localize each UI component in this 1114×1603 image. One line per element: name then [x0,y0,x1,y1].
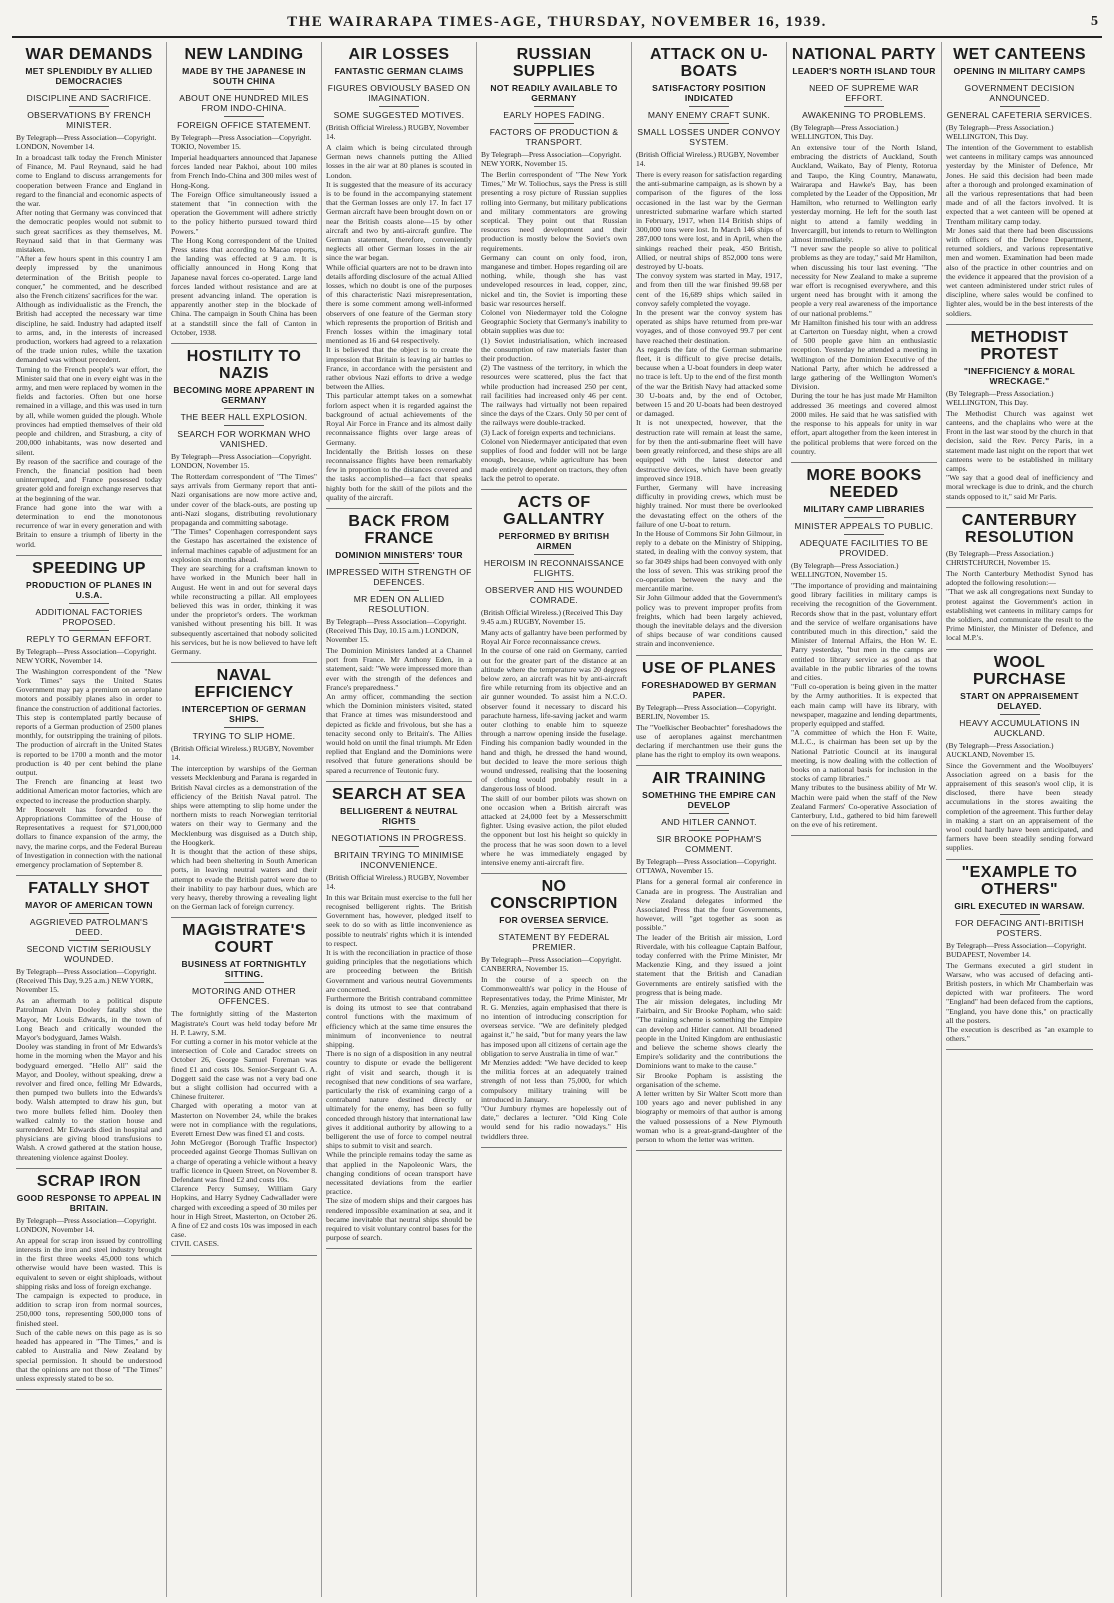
subheading: HEROISM IN RECONNAISSANCE FLIGHTS. [483,557,625,578]
subheading: FORESHADOWED BY GERMAN PAPER. [641,679,777,700]
dateline: (By Telegraph—Press Association.) CHRISTCHURCH, November 15. [946,548,1054,567]
column-6 [787,42,942,1597]
deck-rule [844,517,884,518]
deck-rule [689,106,729,107]
dateline: (By Telegraph—Press Association.) WELLINGTON, November 15. [791,560,899,579]
subheading: LEADER'S NORTH ISLAND TOUR [792,66,936,76]
subheading: MANY ENEMY CRAFT SUNK. [647,110,771,120]
paragraph: Mr Roosevelt has forwarded to the Appropriations Committee of the House of Representatives a request for $71,000,000 dollars to finance expansion of the army, the navy, the marine corps, and the Federal Bureau of Investigation in connection with the national emergency proclamation of September 8. [16,804,162,869]
subheading: FOREIGN OFFICE STATEMENT. [177,120,311,130]
article [636,770,782,1144]
paragraph: John McGregor (Borough Traffic Inspector) proceeded against George Thomas Sullivan on a charge of operating a vehicle without a heavy traffic licence in Queen Street, on November 8. Defendant was fined £2 and costs 10s. [171,1138,317,1185]
paragraph: Since the Government and the Woolbuyers' Association agreed on a basis for the appraisement of this season's wool clip, it is disclosed, there have been steady accumulations in the stores awaiting the completion of the agreement. This further delay in making a start on an appraisement of the wool could hardly have been anticipated, and farmers have been steadily sending forward supplies. [946,760,1093,853]
subheading: IMPRESSED WITH STRENGTH OF DEFENCES. [326,566,472,587]
paragraph: Colonel von Niedermayer told the Cologne Geographic Society that Germany's inability to obtain supplies was due to: [481,308,627,336]
dateline: By Telegraph—Press Association—Copyright. NEW YORK, November 15. [481,150,622,168]
subheading: ADDITIONAL FACTORIES PROPOSED. [35,606,143,627]
subheading: MINISTER APPEALS TO PUBLIC. [794,520,934,531]
paragraph: Sir Brooke Popham is assisting the organisation of the scheme. [636,1070,782,1089]
paragraph: While the principle remains today the same as that applied in the Napoleonic Wars, the changing conditions of ocean transport have necessitated deviations from the earlier practice. [326,1150,472,1197]
deck-rule [1000,79,1040,80]
paragraph: Mr Jones said that there had been discussions with officers of the Defence Department, returned soldiers, and various representative men and women. Examination had been made also of the practice in other countries and on the evidence it appeared that the provision of a wet canteen administered under strict rules of discipline, where sales would be confined to lighter ales, would be in the best interests of the soldiers. [946,225,1093,318]
paragraph: For cutting a corner in his motor vehicle at the intersection of Cole and Caradoc streets on October 26, George Samuel Foreman was fined £1 and costs 10s. Senior-Sergeant G. A. Doggett said the case was not a very bad one but a slight collision had occurred with a Chinese fruiterer. [171,1036,317,1102]
paragraph: An appeal for scrap iron issued by controlling interests in the iron and steel industry brought in the first three weeks 45,000 tons which otherwise would have been wasted. This is equivalent to seven or eight shiploads, without shipping risks and loss of foreign exchange. [16,1235,162,1291]
deck-rule [534,581,574,582]
paragraph: This step is contemplated partly because of reports of a German production of 2500 planes monthly, for outstripping the training of pilots. The production of aircraft in the United States is reported to be 1700 a month and the motor production is 40 per cent behind the plane output. [16,712,162,777]
paragraph: In the House of Commons Sir John Gilmour, in reply to a debate on the Ministry of Shipping, stated, in dealing with the convoy system, that so far 3049 ships had been convoyed with only the loss of seven. This was striking proof the co-operation between the navy and the mercantile marine. [636,528,782,594]
column-3 [322,42,477,1597]
subheading: SATISFACTORY POSITION INDICATED [652,83,766,103]
subheading: ABOUT ONE HUNDRED MILES FROM INDO-CHINA. [179,93,309,113]
paragraph: CIVIL CASES. [171,1239,219,1249]
paragraph: "The Times" Copenhagen correspondent says the Gestapo has ascertained the existence of infernal machines capable of adjustment for an explosion six months ahead. [171,527,317,564]
subheading: FANTASTIC GERMAN CLAIMS [334,66,464,76]
deck-rule [224,727,264,728]
article-separator [481,1147,627,1148]
article-separator [16,555,162,556]
headline: NATIONAL PARTY [791,46,937,63]
article-separator [636,765,782,766]
paragraph: (2) The vastness of the territory, in which the resources were scattered, plus the fact that while production had increased 250 per cent, rail facilities had increased only 46 per cent. The railways had virtually not been repaired since the days of the Czars. Only 50 per cent of the railways were double-tracked. [481,363,627,428]
headline: HOSTILITY TO NAZIS [186,348,302,383]
headline: USE OF PLANES [641,659,777,677]
headline: SEARCH AT SEA [331,785,467,803]
paragraph: A letter written by Sir Walter Scott more than 100 years ago and never published in any biography or memoirs of that author is among the valued possessions of a New Plymouth woman who is a great-grand-daughter of the person to whom the letter was written. [636,1089,782,1145]
dateline: By Telegraph—Press Association—Copyright. (Received This Day, 10.15 a.m.) LONDON, November 15. [326,616,467,644]
subheading: FOR DEFACING ANTI-BRITISH POSTERS. [955,917,1084,938]
column-1 [12,42,167,1597]
paragraph: Charged with operating a motor van at Masterton on November 24, while the brakes were not in compliance with the regulations, Everett Ernest Dew was fined £1 and costs. [171,1101,317,1139]
paragraph: "I never saw the people so alive to political problems as they are today," said Mr Hamilton, when discussing his tour last evening. "The necessity for New Zealand to make a supreme war effort is recognised everywhere, and this urgent need has brought with it among the people a very real awareness of the importance of our national problems." [791,244,937,318]
paragraph: "We say that a good deal of inefficiency and moral wreckage is due to drink, and the church stands opposed to it," said Mr Paris. [946,473,1093,501]
subheading: ADEQUATE FACILITIES TO BE PROVIDED. [799,537,929,558]
subheading: AGGRIEVED PATROLMAN'S DEED. [29,917,149,938]
subheading: OBSERVER AND HIS WOUNDED COMRADE. [485,584,623,605]
subheading: PRODUCTION OF PLANES IN U.S.A. [26,579,152,600]
article [171,46,317,337]
article [946,654,1093,853]
paragraph: Dooley was standing in front of Mr Edwards's home in the morning when the Mayor and his bodyguard emerged. "Hello All" said the Mayor, and Dooley, without speaking, drew a revolver and fired once, felling Mr Edwards, then pumped two bullets into the Edwards's body. Walsh attempted to draw his gun, but two more bullets felled him. Dooley then walked calmly to the station house and surrendered. Mr Edwards died in hospital and physicians are giving blood transfusions to Walsh. A crowd gathered at the station house, threatening violence against Dooley. [16,1042,162,1162]
subheading: SIR BROOKE POPHAM'S COMMENT. [656,834,762,855]
deck-rule [69,630,109,631]
paragraph: France had gone into the war with a determination to end the monotonous recurrence of war in every generation and with Britain to ensure a triumph of liberty in the world. [16,502,162,549]
article [791,467,937,829]
paragraph: An extensive tour of the North Island, embracing the districts of Auckland, South Auckland, Waikato, Bay of Plenty, Rotorua and Taupo, the King Country, Manawatu, Wairarapa and Hawke's Bay, has been completed by the Leader of the Opposition, Mr Hamilton, who returned to Wellington early yesterday morning. He left for the south last night to attend a family wedding in Invercargill, but intends to return to Wellington almost immediately. [791,143,937,245]
paragraph: The convoy system was started in May, 1917, and from then till the war finished 99.68 per cent of the 16,689 ships which sailed in convoy safely completed the voyage. [636,271,782,308]
headline: METHODIST PROTEST [970,328,1069,363]
paragraph: Colonel von Niedermayer anticipated that even supplies of food and fodder will not be large enough, because, while agriculture has been made entirely dependent on tractors, they often lack the petrol to operate. [481,436,627,483]
deck-rule [379,79,419,80]
subheading: EARLY HOPES FADING. [503,110,605,120]
paragraph: This particular attempt takes on a somewhat forlorn aspect when it is regarded against the background of actual achievements of the Royal Air Force in France and its almost daily reconnaissance flights over large areas of Germany. [326,391,472,447]
subheading: TRYING TO SLIP HOME. [192,731,296,742]
subheading: SEARCH FOR WORKMAN WHO VANISHED. [177,429,311,450]
article [326,786,472,1243]
paragraph: "Our Jumbury rhymes are hopelessly out of date," declares a lecturer. "Old King Cole would send for his radio nowadays." His twiddlers three. [481,1104,627,1141]
dateline: (British Official Wireless.) RUGBY, November 14. [636,150,779,168]
headline: MAGISTRATE'S COURT [182,922,306,957]
subheading: FIGURES OBVIOUSLY BASED ON IMAGINATION. [327,83,471,103]
headline: RUSSIAN SUPPLIES [512,46,596,80]
deck-rule [69,940,109,941]
dateline: (British Official Wireless.) RUGBY, November 14. [171,744,314,763]
subheading: AWAKENING TO PROBLEMS. [802,110,926,120]
deck-rule [844,106,884,107]
dateline: By Telegraph—Press Association—Copyright. LONDON, November 15. [171,452,312,471]
article [481,878,627,1141]
article-separator [481,489,627,490]
paragraph: Incidentally the British losses on these reconnaissance flights have been remarkably few in proportion to the distances covered and the tasks accomplished—a fact that speaks highly both for the skill of the pilots and the quality of the aircraft. [326,446,472,502]
article [16,880,162,1162]
article-separator [791,835,937,836]
subheading: NEED OF SUPREME WAR EFFORT. [809,83,919,103]
article-separator [481,873,627,874]
headline: WAR DEMANDS [25,46,153,63]
subheading: SOMETHING THE EMPIRE CAN DEVELOP [642,790,776,811]
subheading: THE BEER HALL EXPLOSION. [180,412,308,423]
deck-rule [224,89,264,90]
dateline: (By Telegraph—Press Association.) WELLINGTON, This Day. [791,123,899,141]
deck-rule [379,563,419,564]
paragraph: The Berlin correspondent of "The New York Times," Mr W. Toliochus, says the Press is still presenting a rosy picture of Russian supplies rolling into Germany, but military publications and military commentators are growing sceptical. They point out that Russian resources need development and their production is mostly below the Soviet's own requirements. [481,170,627,253]
article [791,46,937,456]
paragraph: "After a few hours spent in this country I am deeply impressed by the unanimous determination of the British people to conquer," he commented, and he described also the French citizens' sacrifices for the war. [16,254,162,301]
deck-rule [534,106,574,107]
deck-rule [69,603,109,604]
paragraph: The Methodist Church was against wet canteens, and the chaplains who were at the Front in the last war stood by the church in that decision, said the Rev. Percy Paris, in a statement made last night on the report that wet canteens were to be established in military camps. [946,408,1093,474]
headline: SCRAP IRON [36,1172,142,1190]
subheading: MILITARY CAMP LIBRARIES [803,503,925,514]
headline: SPEEDING UP [32,559,146,577]
subheading: FACTORS OF PRODUCTION & TRANSPORT. [489,127,619,147]
paragraph: There is every reason for satisfaction regarding the anti-submarine campaign, as is shown by a comparison of the figures of the loss occasioned in the last war by the German unrestricted submarine warfare which started in February, 1917, when 114 British ships of 300,000 tons were lost. In March 146 ships of 287,000 tons were lost, and in April, when the sinkings reached their peak, 450 British, Allied, or neutral ships of 852,000 tons were destroyed by U-boats. [636,170,782,272]
paragraph: By reason of the sacrifice and courage of the French, the financial position had been uninterrupted, and France possessed today greater gold and foreign exchange reserves that at the beginning of the war. [16,456,162,503]
article-separator [636,1150,782,1151]
dateline: By Telegraph—Press Association—Copyright. BUDAPEST, November 14. [946,940,1087,959]
paragraph: The fortnightly sitting of the Masterton Magistrate's Court was held today before Mr H. P. Lawry, S.M. [171,1009,317,1037]
subheading: AND HITLER CANNOT. [661,817,757,828]
column-2 [167,42,322,1597]
article-separator [171,1255,317,1256]
article [946,864,1093,1044]
paragraph: It is believed that the object is to create the impression that Britain is leaving air battles to France, in accordance with the persistent and rather obvious Nazi efforts to drive a wedge between the Allies. [326,345,472,392]
paragraph: Imperial headquarters announced that Japanese forces landed near Pakhoi, about 100 miles from French Indo-China and 300 miles west of Hong-Kong. [171,153,317,190]
paragraph: Furthermore the British contraband committee is doing its utmost to see that contraband control functions with the maximum of efficiency which at the same time ensures the minimum of inconvenience to neutral shipping. [326,994,472,1050]
subheading: OBSERVATIONS BY FRENCH MINISTER. [27,110,151,130]
columns-container [12,42,1102,1597]
deck-rule [534,123,574,124]
headline: ATTACK ON U-BOATS [650,46,768,80]
paragraph: "A committee of which the Hon F. Waite, M.L.C., is chairman has been set up by the National Patriotic Council at its inaugural meeting, is now dealing with the collection of books on a national basis for inclusion in the stocks of camp libraries." [791,728,937,784]
headline: ACTS OF GALLANTRY [503,493,605,528]
article-separator [16,875,162,876]
paragraph: The Hong Kong correspondent of the United Press states that according to Macao reports, the landing was effected at 9 a.m. It is officially announced in Hong Kong that Japanese naval forces co-operated. Large land forces landed without resistance and are at present advancing inland. The operation is apparently another step in the blockade of China. The campaign in South China has been at a standstill since the fall of Canton in October, 1938. [171,235,317,337]
dateline: (By Telegraph—Press Association.) WELLINGTON, This Day. [946,388,1054,407]
paragraph: Although as individualistic as the French, the British had accepted the necessary war time discipline, he said. Industry had adapted itself to arms, and, in the interests of increased production, workers had agreed to a relaxation of the trade union rules, while the taxation demanded was without precedent. [16,300,162,365]
masthead [12,8,1102,38]
paragraph: During the tour he has just made Mr Hamilton addressed 36 meetings and covered almost 2000 miles. He said that he was satisfied with the response to his appeals for unity in war effort, apart altogether from the keen interest in the political problems that were forced on the country. [791,391,937,456]
article [16,46,162,549]
paragraph: In the present war the convoy system has operated as ships have returned from pre-war voyages, and of those convoyed 99.7 per cent have reached their destination. [636,308,782,345]
dateline: By Telegraph—Press Association—Copyright. NEW YORK, November 14. [16,646,157,665]
subheading: MAYOR OF AMERICAN TOWN [25,900,153,911]
subheading: BRITAIN TRYING TO MINIMISE INCONVENIENCE. [334,849,464,870]
paragraph: The North Canterbury Methodist Synod has adopted the following resolution:— [946,568,1093,588]
article [16,560,162,869]
dateline: By Telegraph—Press Association—Copyright. TOKIO, November 15. [171,133,312,151]
article [946,512,1093,643]
paragraph: The skill of our bomber pilots was shown on one occasion when a British aircraft was attacked at 24,000 feet by a Messerschmitt fighter. Using evasive action, the pilot eluded the opponent but lost his height so quickly in the process that he was soon down to a level where he was immediately engaged by intensive enemy anti-aircraft fire. [481,793,627,867]
dateline: By Telegraph—Press Association—Copyright. (Received This Day, 9.25 a.m.) NEW YORK, November 15. [16,967,157,995]
dateline: (By Telegraph—Press Association.) AUCKLAND, November 15. [946,740,1054,759]
paragraph: It is not unexpected, however, that the destruction rate will remain at least the same, for by then the anti-submarine fleet will have been greatly reinforced, and these ships are all equipped with the latest detector and destructive devices, which have been greatly improved since 1918. [636,418,782,483]
article [171,922,317,1248]
subheading: GIRL EXECUTED IN WARSAW. [954,900,1085,911]
paragraph: Sir John Gilmour added that the Government's policy was to prevent improper profits from freights, which had been largely achieved, though the inevitable delays and the diversion of ships because of war conditions caused strain and inconvenience. [636,593,782,649]
headline: NO CONSCRIPTION [490,878,618,913]
subheading: REPLY TO GERMAN EFFORT. [26,633,152,644]
paragraph: After noting that Germany was convinced that the democratic peoples would not submit to such great sacrifices as they themselves, M. Reynaud said that in that Germany was mistaken. [16,208,162,255]
paragraph: The "Voelkischer Beobachter" foreshadows the use of aeroplanes against merchantmen declaring if merchantmen use their guns the plane has the right to employ its own weapons. [636,722,782,760]
paragraph: While official quarters are not to be drawn into details affording disclosure of the actual Allied losses, which no doubt is one of the purposes of this characteristic Nazi misrepresentation, there is some comment among well-informed observers of one feature of the German story which represents the proportion of British and French losses within the imaginary total mentioned as 16 and 64 respectively. [326,262,472,346]
article-separator [171,662,317,663]
paragraph: An army officer, commanding the section which the Dominion ministers visited, stated that France at times was misunderstood and depicted as fickle and frivolous, but she has a tenacity second only to Britain's. The Allies would hold on until the final triumph. Mr Eden replied that England and the Dominions were resolved that future generations should be spared a recurrence of Teutonic fury. [326,691,472,775]
article-separator [171,343,317,344]
paragraph: The execution is described as "an example to others." [946,1024,1093,1044]
paragraph: Germany can count on only food, iron, manganese and timber. Hopes regarding oil are nothing, while, though she has vast undeveloped resources in lead, copper, zinc, nickel and tin, the Soviet is importing these basic war resources herself. [481,252,627,308]
paragraph: The interception by warships of the German vessets Mecklenburg and Parana is regarded in British Naval circles as a demonstration of the efficiency of the British Naval patrol. The ships were attempting to slip home under the northern mists to reach Norwegian territorial waters on their way to Germany and the Mecklenburg was disguised as a Dutch ship, the Hoogkerk. [171,764,317,847]
deck-rule [69,913,109,914]
paragraph: Many acts of gallantry have been performed by Royal Air Force reconnaissance crews. [481,627,627,647]
paragraph: Plans for a general formal air conference in Canada are in progress. The Australian and New Zealand delegates informed the Associated Press that the four Governments, however, will "get together as soon as possible." [636,877,782,933]
dateline: (British Official Wireless.) RUGBY, November 14. [326,872,469,891]
article [636,46,782,649]
subheading: MR EDEN ON ALLIED RESOLUTION. [353,593,445,614]
article [946,46,1093,318]
subheading: BUSINESS AT FORTNIGHTLY SITTING. [181,959,307,980]
article [326,513,472,775]
deck-rule [379,106,419,107]
subheading: "INEFFICIENCY & MORAL WRECKAGE." [963,365,1076,386]
article [481,494,627,867]
masthead-title: THE WAIRARAPA TIMES-AGE, THURSDAY, NOVEMBER 16, 1939. [287,13,827,30]
subheading: GENERAL CAFETERIA SERVICES. [946,110,1093,120]
deck-rule [379,829,419,830]
headline: CANTERBURY RESOLUTION [961,511,1078,546]
subheading: SECOND VICTIM SERIOUSLY WOUNDED. [26,944,152,965]
paragraph: It is thought that the action of these ships, which had been sheltering in South American ports, in leaving neutral waters and their attempt to evade the British patrol were due to their inability to pay harbour dues, which are very heavy, thereby throwing a revealing light on the German lack of foreign currency. [171,846,317,912]
article-separator [326,508,472,509]
paragraph: Clarence Percy Sumsey, William Gary Hopkins, and Harry Sydney Cadwallader were charged with exceeding a speed of 30 miles per hour in High Street, Masterton, on October 26. A fine of £2 and costs 10s was imposed in each case. [171,1184,317,1240]
deck-rule [534,554,574,555]
dateline: By Telegraph—Press Association—Copyright. CANBERRA, November 15. [481,955,622,974]
deck-rule [69,89,109,90]
column-5 [632,42,787,1597]
article [171,667,317,911]
subheading: DOMINION MINISTERS' TOUR [335,549,463,560]
headline: WOOL PURCHASE [973,653,1066,688]
paragraph: It is suggested that the measure of its accuracy is to be found in the accompanying statement that the German losses are only 17. In fact 17 German aircraft have been brought down on or near the British coasts alone—15 by other aircraft and two by anti-aircraft gunfire. The German statement, therefore, conveniently neglects all other German losses in the air since the war began. [326,179,472,263]
paragraph: In a broadcast talk today the French Minister of Finance, M. Paul Reynaud, said he had come to England to discuss arrangements for cooperation between France and England in regard to the financial and economic aspects of the war. [16,153,162,209]
deck-rule [1000,914,1040,915]
deck-rule [844,534,884,535]
subheading: SOME SUGGESTED MOTIVES. [333,110,465,120]
headline: "EXAMPLE TO OTHERS" [961,863,1078,898]
article-separator [946,507,1093,508]
headline: NEW LANDING [184,46,304,63]
deck-rule [689,813,729,814]
subheading: GOOD RESPONSE TO APPEAL IN BRITAIN. [16,1192,162,1213]
paragraph: In the course of one raid on Germany, carried out for the greater part of the distance at an altitude where the temperature was 20 degrees below zero, an aircraft was hit by anti-aircraft fire while returning from its objective and an air gunner wounded. To assist him a N.C.O. observer found it necessary to discard his parachute harness, life-saving jacket and warm outer clothing to enable him to squeeze through a narrow opening inside the fuselage. Finding his companion badly wounded in the hand and thigh, he dressed the hand wound, but decided to leave the more serious thigh wound undressed, realising that the loosening of clothing would probably result in a dangerous loss of blood. [481,646,627,794]
subheading: NOT READILY AVAILABLE TO GERMANY [490,83,618,103]
article-separator [16,1168,162,1169]
article-separator [326,781,472,782]
paragraph: The air mission delegates, including Mr Fairbairn, and Sir Brooke Popham, who said: "The training scheme is something the Empire can develop and Hitler cannot. All broadened people in the United Kingdom are enthusiastic and believe the scheme shows clearly the Empire's solidarity and the contributions the Dominions want to make to the cause." [636,997,782,1071]
paragraph: As an aftermath to a political dispute Patrolman Alvin Dooley fatally shot the Mayor, Mr Louis Edwards, in the town of Long Beach and critically wounded the Mayor's bodyguard, James Walsh. [16,996,162,1043]
subheading: START ON APPRAISEMENT DELAYED. [960,690,1079,711]
article-separator [791,462,937,463]
paragraph: (1) Soviet industrialisation, which increased the consumption of raw materials faster than their production. [481,335,627,364]
subheading: OPENING IN MILITARY CAMPS [953,66,1086,76]
paragraph: The Washington correspondent of the "New York Times" says the United States Government may pay a premium on aeroplane motors and possibly planes also in order to finance the construction of additional factories. [16,666,162,713]
deck-rule [534,928,574,929]
subheading: PERFORMED BY BRITISH AIRMEN [498,530,610,551]
paragraph: (3) Lack of foreign experts and technicians. [481,427,616,437]
paragraph: In this war Britain must exercise to the full her recognised belligerent rights. The British Government has, however, pledged itself to seek to do so with as little inconvenience as possible to neutrals' rights which it is intended to respect. [326,892,472,948]
article-separator [636,655,782,656]
subheading: NEGOTIATIONS IN PROGRESS. [331,832,467,843]
article-separator [946,324,1093,325]
paragraph: "That we ask all congregations next Sunday to protest against the Government's action in establishing wet canteens in military camps for the soldiers, and communicate the result to the Prime Minister, the Minister of Defence, and local M.P.'s. [946,587,1093,643]
subheading: MET SPLENDIDLY BY ALLIED DEMOCRACIES [25,66,153,86]
deck-rule [1000,106,1040,107]
paragraph: There is no sign of a disposition in any neutral country to dispute or evade the belligerent right of visit and search, though it is recognised that new conditions of sea warfare, particularly the risk of examining cargo of a contraband nature destined directly or ultimately for the enemy, has been so fully conceded through history that international law gives it additional authority by allowing to a belligerent the use of force to compel neutral ships to submit to visit and search. [326,1049,472,1151]
dateline: (By Telegraph—Press Association.) WELLINGTON, This Day. [946,123,1054,141]
subheading: BELLIGERENT & NEUTRAL RIGHTS [340,805,458,826]
deck-rule [379,590,419,591]
paragraph: Further, Germany will have increasing difficulty in providing crews, which must be highly trained. Nor must there be overlooked the devastating effect on the others of the failure of one U-boat to return. [636,482,782,529]
subheading: HEAVY ACCUMULATIONS IN AUCKLAND. [959,717,1080,738]
page-number: 5 [1091,14,1098,29]
paragraph: The campaign is expected to produce, in addition to scrap iron from normal sources, 250,000 tons, representing 500,000 tons of finished steel. [16,1291,162,1328]
paragraph: As regards the fate of the German submarine fleet, it is difficult to give precise details, because when a U-boat founders in deep water no trace is left. Up to the end of the first month of the war the British Navy had attacked some 30 U-boats and, by the end of October, between 15 and 20 U-boats had been destroyed or damaged. [636,344,782,419]
deck-rule [689,830,729,831]
article-separator [946,859,1093,860]
deck-rule [224,408,264,409]
article-separator [326,1248,472,1249]
deck-rule [689,123,729,124]
subheading: INTERCEPTION OF GERMAN SHIPS. [181,704,307,725]
deck-rule [69,106,109,107]
deck-rule [224,982,264,983]
paragraph: They are searching for a craftsman known to have worked in the Munich beer hall in August. He went in and out for several days while reconstructing a pillar. All employees believed this was in order, thinking it was under the proprietor's orders. The workman vanished without presenting his bill. It was subsequently ascertained that nobody solicited his services, but he is now believed to have left Germany. [171,564,317,656]
paragraph: The French are financing at least two additional American motor factories, which are expected to increase the production sharply. [16,777,162,805]
deck-rule [844,79,884,80]
deck-rule [379,846,419,847]
paragraph: A claim which is being circulated through German news channels putting the Allied losses in the air war at 80 planes is scouted in London. [326,143,472,180]
paragraph: The leader of the British air mission, Lord Riverdale, with his colleague Captain Balfour, today conferred with the Prime Minister, Mr Mackenzie King, and they issued a joint statement that the British and Canadian Governments are entirely satisfied with the progress that is being made. [636,932,782,997]
deck-rule [224,116,264,117]
headline: AIR TRAINING [651,770,767,788]
headline: AIR LOSSES [348,46,450,63]
paragraph: "Full co-operation is being given in the matter by the Army authorities. It is expected that each main camp will have its library, with newspaper, magazine and lending departments, properly equipped and staffed. [791,682,937,728]
deck-rule [224,425,264,426]
article-separator [946,1049,1093,1050]
subheading: SMALL LOSSES UNDER CONVOY SYSTEM. [637,127,781,147]
subheading: DISCIPLINE AND SACRIFICE. [26,93,152,103]
subheading: STATEMENT BY FEDERAL PREMIER. [498,932,610,953]
dateline: By Telegraph—Press Association—Copyright. LONDON, November 14. [16,1215,157,1234]
paragraph: The Dominion Ministers landed at a Channel port from France. Mr Anthony Eden, in a statement, said: "We were impressed more than ever with the strength of the defences and France's preparedness." [326,645,472,692]
paragraph: The Foreign Office simultaneously issued a statement that "in connection with the operation the Government will adhere strictly to the policy hitherto pursued toward third Powers." [171,189,317,236]
dateline: (British Official Wireless.) RUGBY, November 14. [326,123,469,141]
headline: MORE BOOKS NEEDED [806,466,922,501]
article-separator [171,917,317,918]
article [481,46,627,483]
column-4 [477,42,632,1597]
headline: BACK FROM FRANCE [348,512,450,547]
subheading: BECOMING MORE APPARENT IN GERMANY [173,385,315,406]
article [636,660,782,760]
headline: FATALLY SHOT [28,880,150,898]
article-separator [946,649,1093,650]
paragraph: "The importance of providing and maintaining good library facilities in military camps is receiving the recognition of the Government. Records show that in the past, voluntary effort and the service of welfare organisations have contributed much in this direction," said the Minister of Internal Affairs, the Hon W. E. Parry yesterday, "but men in the camps are entitled to library service as good as that available in the public libraries of the towns and cities. [791,580,937,682]
dateline: By Telegraph—Press Association—Copyright. LONDON, November 14. [16,133,157,151]
subheading: MADE BY THE JAPANESE IN SOUTH CHINA [182,66,306,86]
dateline: By Telegraph—Press Association—Copyright. BERLIN, November 15. [636,702,777,721]
headline: WET CANTEENS [953,46,1086,63]
column-7 [942,42,1097,1597]
paragraph: Mr Hamilton finished his tour with an address at Carterton on Tuesday night, when a crowd of 500 people gave him an enthusiastic reception. Yesterday he attended a meeting in Wellington of the Dominion Executive of the National Party, after which he addressed a large gathering of the Wellington Women's Division. [791,317,937,392]
headline: NAVAL EFFICIENCY [194,667,294,702]
paragraph: The Rotterdam correspondent of "The Times" says arrivals from Germany report that anti-Nazi organisations are now more active and, under cover of the black-outs, are posting up anti-Nazi slogans, distributing revolutionary propaganda and committing sabotage. [171,472,317,528]
paragraph: In the course of a speech on the Commonwealth's war policy in the House of Representatives today, the Prime Minister, Mr R. G. Menzies, again emphasised that there is no intention of introducing conscription for overseas service. "We are definitely pledged against it," he said, "but for many years the law has imposed upon all citizens of certain age the obligation to serve Australia in time of war." [481,975,627,1058]
article-separator [16,1389,162,1390]
paragraph: Turning to the French people's war effort, the Minister said that one in every eight was in the army, and men were replaced by women in the fields and factories. Often but one horse remained in a village, and this was used in turn by all, while women guided the plough. Whole provinces had emptied themselves of their old people and children, and Strasburg, a city of 200,000 inhabitants, was now deserted and silent. [16,364,162,457]
article [16,1173,162,1383]
subheading: FOR OVERSEA SERVICE. [499,915,609,926]
paragraph: The Germans executed a girl student in Warsaw, who was accused of defacing anti-British posters, in which Mr Chamberlain was depicted with war profiteers. The word "England" had been defaced from the captions, "England, you have done this," on practically all the posters. [946,960,1093,1025]
paragraph: Many tributes to the business ability of Mr W. Machin were paid when the staff of the New Zealand Farmers' Co-operative Association of Canterbury, Ltd., gathered to bid him farewell on the eve of his retirement. [791,783,937,830]
article [946,329,1093,501]
article [171,348,317,656]
paragraph: The intention of the Government to establish wet canteens in military camps was announced yesterday by the Minister of Defence, Mr Jones. He said this decision had been made after a thorough and prolonged examination of all the various representations that had been made and of all the factors involved. It is expected that a wet canteen will be opened at Trentham military camp today. [946,143,1093,226]
paragraph: Mr Menzies added: "We have decided to keep the militia forces at an adequately trained strength of not less than 75,000, for which compulsory military training will be introduced in January. [481,1058,627,1104]
article [326,46,472,502]
subheading: GOVERNMENT DECISION ANNOUNCED. [964,83,1075,103]
dateline: (British Official Wireless.) (Received This Day 9.45 a.m.) RUGBY, November 15. [481,607,623,626]
paragraph: It is with the reconciliation in practice of those guiding principles that the negotiations which are proceeding between the British Government and various neutral Governments are concerned. [326,947,472,994]
paragraph: The size of modern ships and their cargoes has rendered impossible examination at sea, and it became inevitable that neutral ships should be required to visit voluntary control bases for the purpose of search. [326,1196,472,1243]
paragraph: Such of the cable news on this page as is so headed has appeared in "The Times," and is cabled to Australia and New Zealand by special permission. It should be understood that the opinions are not those of "The Times" unless expressly stated to be so. [16,1327,162,1383]
dateline: By Telegraph—Press Association—Copyright. OTTAWA, November 15. [636,857,777,876]
subheading: MOTORING AND OTHER OFFENCES. [192,986,296,1007]
deck-rule [1000,714,1040,715]
